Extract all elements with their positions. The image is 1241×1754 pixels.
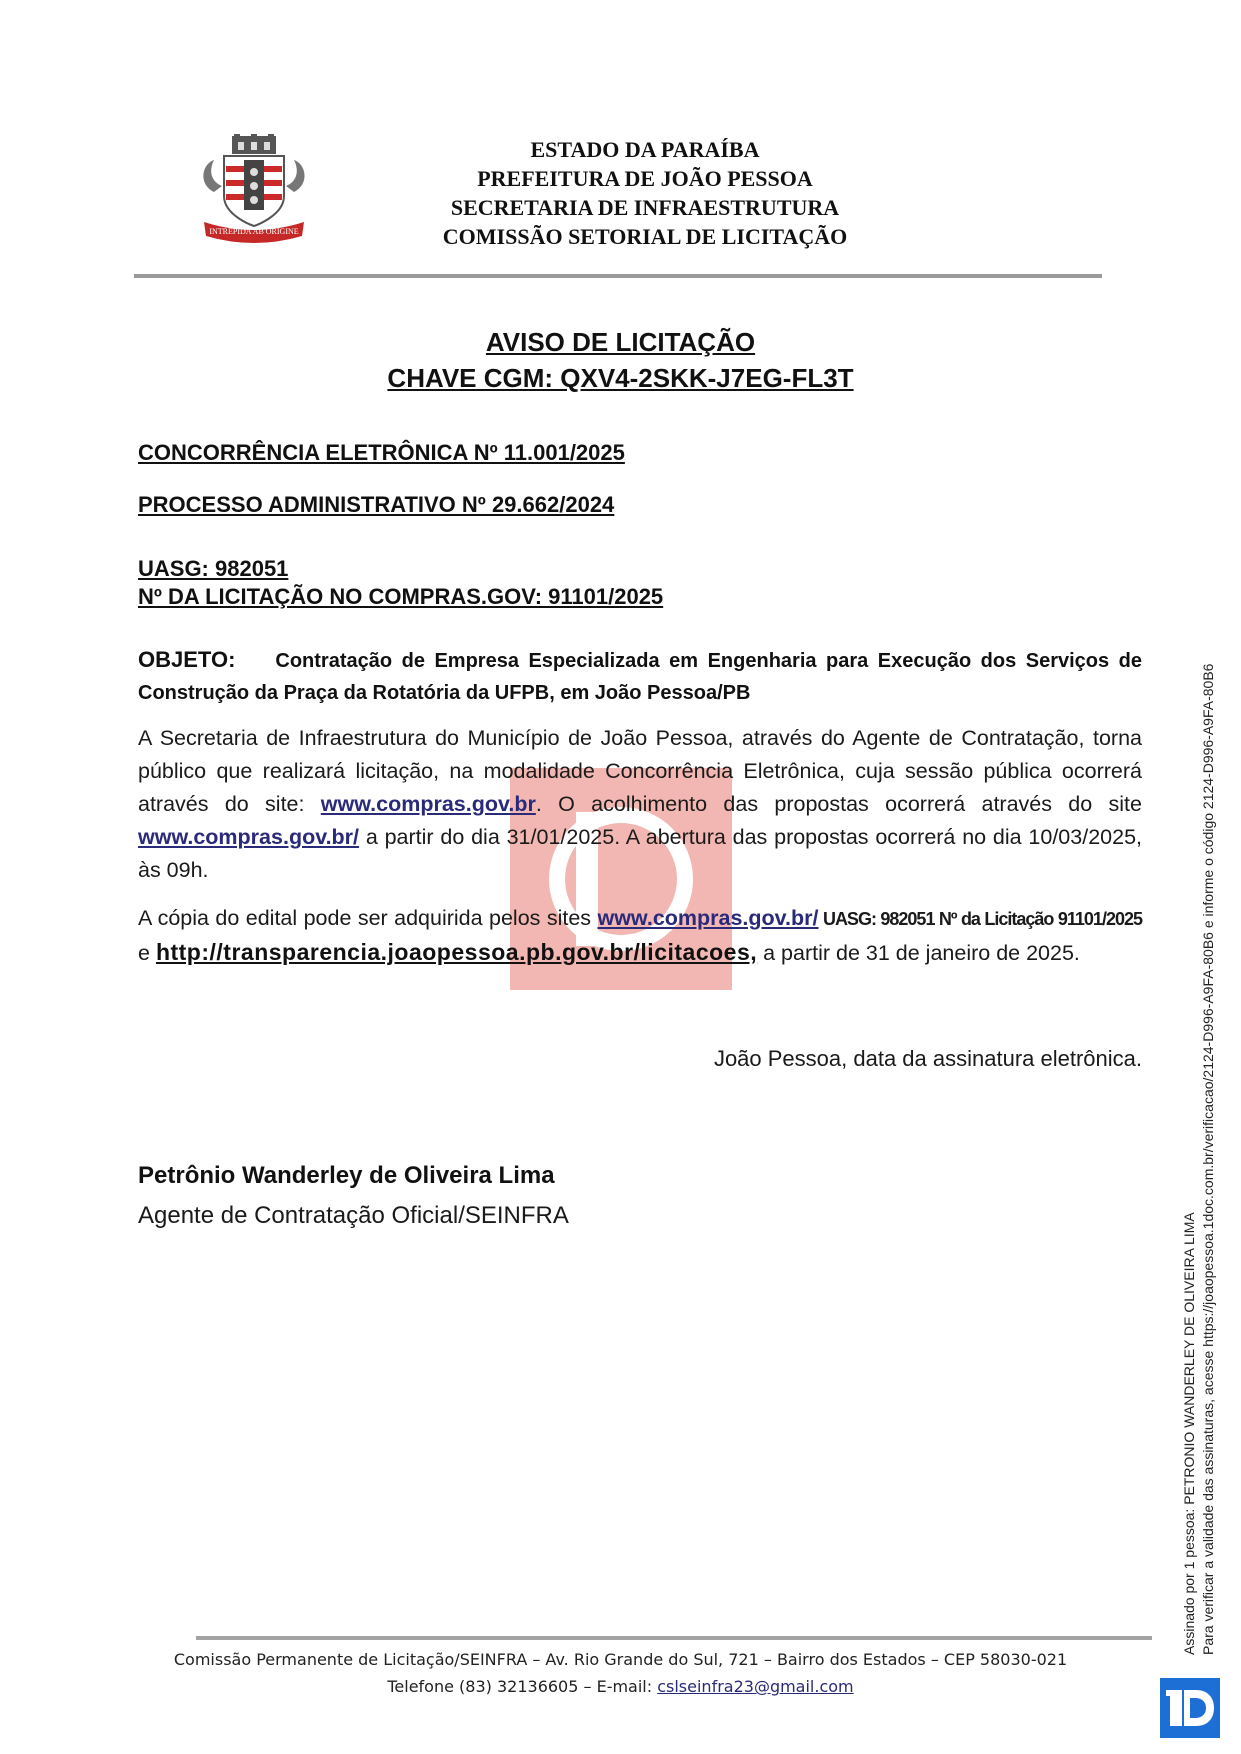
link-compras-gov-2[interactable]: www.compras.gov.br/	[138, 825, 360, 849]
signatory-role: Agente de Contratação Oficial/SEINFRA	[138, 1202, 569, 1229]
joao-pessoa-crest-logo	[196, 134, 312, 246]
header-line-state: ESTADO DA PARAÍBA	[530, 137, 760, 162]
footer	[0, 1646, 1241, 1700]
header-line-secretariat: SECRETARIA DE INFRAESTRUTURA	[450, 195, 840, 220]
objeto-text: Contratação de Empresa Especializada em Engenharia para Execução dos Serviços de Construção da Praça da Rotatória da UFPB, em João Pessoa/PB	[138, 650, 1142, 704]
side-signature-signed-by: Assinado por 1 pessoa: PETRONIO WANDERLEY DE OLIVEIRA LIMA	[1181, 1212, 1197, 1655]
side-signature-notice	[1180, 664, 1218, 1655]
paragraph1-text-c: a partir do dia 31/01/2025. A abertura das propostas ocorrerá no dia 10/03/2025, às 09h.	[138, 825, 1142, 882]
title-line-chave: CHAVE CGM: QXV4-2SKK-J7EG-FL3T	[387, 363, 854, 393]
paragraph-edital	[138, 902, 1142, 970]
licitacao-compras-number: Nº DA LICITAÇÃO NO COMPRAS.GOV: 91101/2025	[138, 584, 664, 609]
1doc-badge-icon[interactable]	[1160, 1678, 1220, 1738]
place-date: João Pessoa, data da assinatura eletrônica.	[713, 1046, 1142, 1071]
link-compras-gov-1[interactable]: www.compras.gov.br	[320, 792, 536, 816]
paragraph1-text-a: A Secretaria de Infraestrutura do Município de João Pessoa, através do Agente de Contratação, torna público que realizará licitação, na modalidade Concorrência Eletrônica, cuja sessão pública ocorrerá através do site:	[138, 726, 1142, 816]
footer-phone: Telefone (83) 32136605 – E-mail:	[387, 1677, 658, 1696]
footer-address: Comissão Permanente de Licitação/SEINFRA – Av. Rio Grande do Sul, 721 – Bairro dos Estados – CEP 58030-021	[173, 1650, 1068, 1669]
link-compras-gov-3[interactable]: www.compras.gov.br/	[597, 906, 819, 930]
objeto-section	[138, 644, 1142, 709]
paragraph2-text-b: e	[138, 941, 156, 965]
header-line-commission: COMISSÃO SETORIAL DE LICITAÇÃO	[442, 224, 848, 249]
objeto-label: OBJETO:	[138, 647, 236, 672]
uasg-code: UASG: 982051	[138, 556, 289, 581]
title-line-aviso: AVISO DE LICITAÇÃO	[485, 327, 756, 357]
link-transparencia[interactable]: http://transparencia.joaopessoa.pb.gov.br/licitacoes,	[155, 939, 758, 965]
processo-number: PROCESSO ADMINISTRATIVO Nº 29.662/2024	[138, 492, 615, 517]
document-title	[0, 324, 1241, 396]
side-signature-verify: Para verificar a validade das assinaturas, acesse https://joaopessoa.1doc.com.br/verificacao/2124-D996-A9FA-80B6 e informe o código 2124-D996-A9FA-80B6	[1200, 663, 1216, 1655]
header-line-city-hall: PREFEITURA DE JOÃO PESSOA	[477, 166, 813, 191]
signatory-name: Petrônio Wanderley de Oliveira Lima	[138, 1162, 555, 1189]
paragraph2-text-c: a partir de 31 de janeiro de 2025.	[757, 941, 1080, 965]
uasg-licitacao-inline: UASG: 982051 Nº da Licitação 91101/2025	[818, 909, 1142, 929]
crest-motto: INTREPIDA AB ORIGINE	[209, 227, 299, 236]
concorrencia-number: CONCORRÊNCIA ELETRÔNICA Nº 11.001/2025	[138, 440, 625, 465]
footer-divider	[196, 1636, 1152, 1640]
header-institution	[380, 135, 910, 251]
footer-contact	[0, 1673, 1241, 1700]
header-divider	[134, 274, 1102, 278]
paragraph2-text-a: A cópia do edital pode ser adquirida pelos sites	[138, 906, 598, 930]
paragraph-announcement	[138, 722, 1142, 887]
footer-email-link[interactable]: cslseinfra23@gmail.com	[657, 1677, 854, 1696]
paragraph1-text-b: . O acolhimento das propostas ocorrerá através do site	[535, 792, 1142, 816]
